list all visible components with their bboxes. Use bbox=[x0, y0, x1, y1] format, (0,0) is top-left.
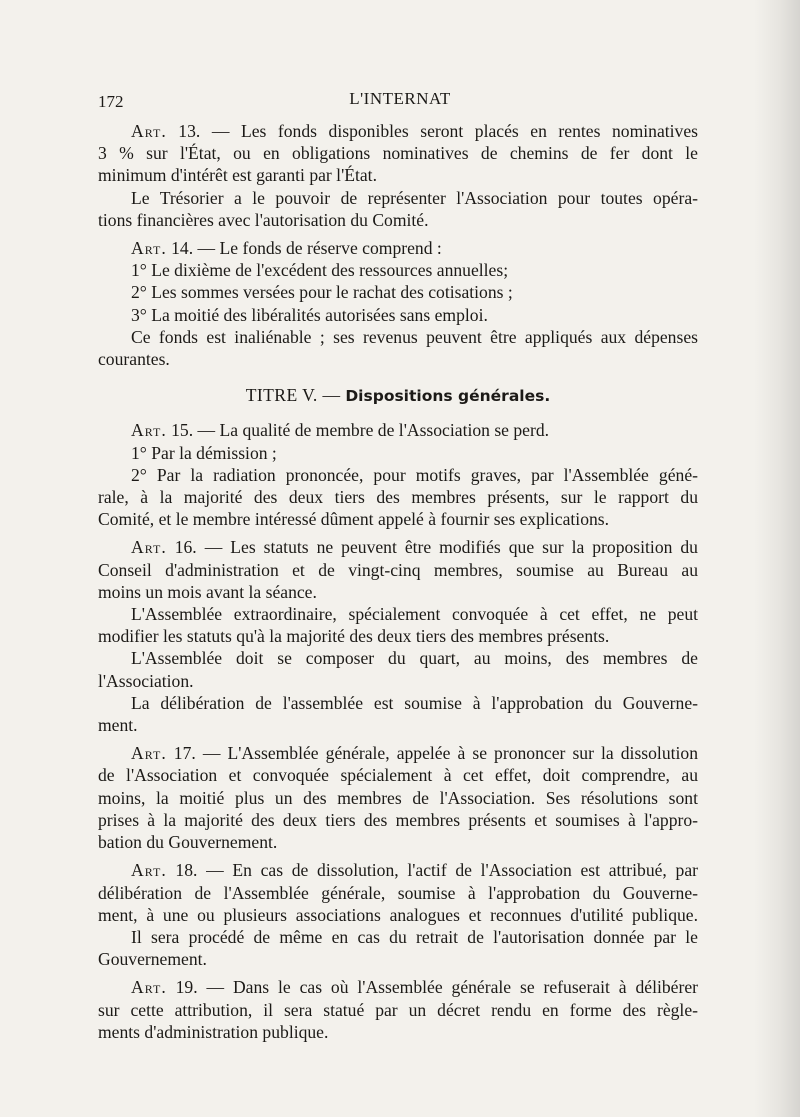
text-line: modifier les statuts qu'à la majorité des deux tiers des membres présents. bbox=[98, 626, 610, 647]
art14-line: Art. 14. — Le fonds de réserve comprend : bbox=[131, 238, 442, 259]
article-label: Art. bbox=[131, 121, 167, 141]
text-line: Il sera procédé de même en cas du retrait de l'autorisation donnée par le bbox=[131, 926, 698, 947]
text-line: L'Assemblée doit se composer du quart, au moins, des membres de bbox=[131, 648, 698, 669]
text-line: Comité, et le membre intéressé dûment appelé à fournir ses explications. bbox=[98, 509, 610, 530]
text-line: délibération de l'Assemblée générale, soumise à l'approbation du Gouverne- bbox=[98, 882, 698, 903]
text-line: ment, à une ou plusieurs associations analogues et reconnues d'utilité publique. bbox=[98, 904, 698, 925]
text-line: sur cette attribution, il sera statué par un décret rendu en forme des règle- bbox=[98, 999, 698, 1020]
list-item: 1° Le dixième de l'excédent des ressources annuelles; bbox=[131, 260, 509, 281]
page-edge-shadow bbox=[754, 0, 800, 1117]
text-line: rale, à la majorité des deux tiers des membres présents, sur le rapport du bbox=[98, 487, 698, 508]
text-line: ments d'administration publique. bbox=[98, 1021, 329, 1042]
text-line: L'Assemblée extraordinaire, spécialement convoquée à cet effet, ne peut bbox=[131, 604, 698, 625]
text-line: minimum d'intérêt est garanti par l'État. bbox=[98, 165, 377, 186]
text-line: bation du Gouvernement. bbox=[98, 832, 278, 853]
article-number: 15. bbox=[171, 420, 194, 441]
art13-line: Art. 13. — Les fonds disponibles seront placés en rentes nominatives bbox=[131, 121, 698, 141]
page-number: 172 bbox=[98, 92, 124, 111]
article-label: Art. bbox=[131, 977, 167, 998]
text-line: l'Association. bbox=[98, 670, 194, 691]
art16-line: Art. 16. — Les statuts ne peuvent être modifiés que sur la proposition du bbox=[131, 537, 698, 558]
text-line: La délibération de l'assemblée est soumise à l'approbation du Gouverne- bbox=[131, 692, 698, 713]
article-label: Art. bbox=[131, 420, 167, 441]
art17-line: Art. 17. — L'Assemblée générale, appelée à se prononcer sur la dissolution bbox=[131, 743, 698, 764]
article-number: 18. bbox=[175, 860, 198, 881]
list-item: 2° Les sommes versées pour le rachat des cotisations ; bbox=[131, 282, 513, 303]
text-line: Le Trésorier a le pouvoir de représenter l'Association pour toutes opéra- bbox=[131, 187, 698, 208]
art15-line: Art. 15. — La qualité de membre de l'Association se perd. bbox=[131, 420, 550, 441]
text-line: moins, la moitié plus un des membres de l'Association. Ses résolutions sont bbox=[98, 787, 698, 808]
list-item: 3° La moitié des libéralités autorisées sans emploi. bbox=[131, 304, 488, 325]
article-label: Art. bbox=[131, 537, 167, 558]
text-line: Conseil d'administration et de vingt-cinq membres, soumise au Bureau au bbox=[98, 559, 698, 580]
body-text bbox=[98, 120, 698, 1043]
text-line: tions financières avec l'autorisation du Comité. bbox=[98, 209, 429, 230]
article-number: 14. bbox=[171, 238, 194, 259]
article-label: Art. bbox=[131, 743, 167, 764]
article-number: 17. bbox=[173, 743, 196, 764]
article-label: Art. bbox=[131, 860, 167, 881]
list-item: 2° Par la radiation prononcée, pour motifs graves, par l'Assemblée géné- bbox=[131, 464, 698, 485]
article-number: 16. bbox=[174, 537, 197, 558]
article-label: Art. bbox=[131, 238, 167, 259]
text-line: 3 % sur l'État, ou en obligations nominatives de chemins de fer dont le bbox=[98, 143, 698, 164]
text-line: moins un mois avant la séance. bbox=[98, 581, 317, 602]
running-title: L'INTERNAT bbox=[349, 89, 451, 108]
article-number: 19. bbox=[175, 977, 198, 998]
text-line: courantes. bbox=[98, 349, 170, 370]
section-title: TITRE V. — Dispositions générales. bbox=[245, 385, 551, 406]
text-line: prises à la majorité des deux tiers des membres présents et soumises à l'appro- bbox=[98, 809, 698, 830]
text-line: ment. bbox=[98, 715, 138, 736]
text-line: de l'Association et convoquée spécialement à cet effet, doit comprendre, au bbox=[98, 765, 698, 786]
list-item: 1° Par la démission ; bbox=[131, 442, 277, 463]
article-number: 13. bbox=[178, 121, 201, 141]
section-title-name: Dispositions générales. bbox=[345, 387, 551, 406]
text-line: Gouvernement. bbox=[98, 949, 207, 970]
art19-line: Art. 19. — Dans le cas où l'Assemblée générale se refuserait à délibérer bbox=[131, 977, 699, 998]
text-line: Ce fonds est inaliénable ; ses revenus peuvent être appliqués aux dépenses bbox=[131, 326, 698, 347]
art18-line: Art. 18. — En cas de dissolution, l'actif de l'Association est attribué, par bbox=[131, 860, 698, 881]
